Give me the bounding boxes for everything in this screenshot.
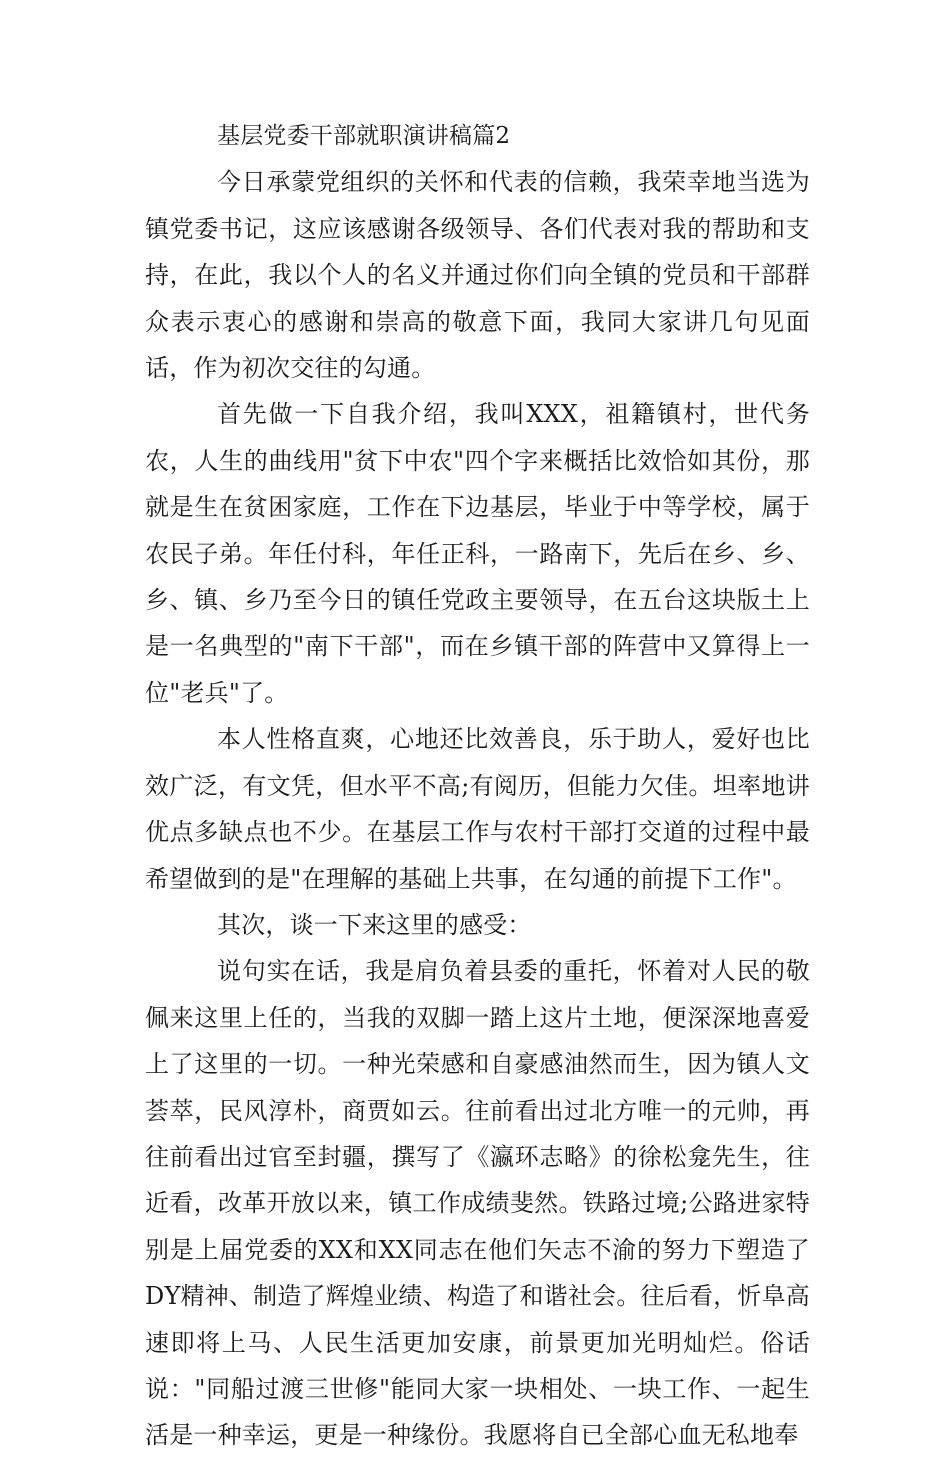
paragraph-personality: 本人性格直爽，心地还比效善良，乐于助人，爱好也比效广泛，有文凭，但水平不高;有阅历，但能力欠佳。坦率地讲优点多缺点也不少。在基层工作与农村干部打交道的过程中最希望做到的是"在理解的基础上共事，在勾通的前提下工作"。 [145,725,810,893]
paragraph-impressions: 说句实在话，我是肩负着县委的重托，怀着对人民的敬佩来这里上任的，当我的双脚一踏上这片土地，便深深地喜爱上了这里的一切。一种光荣感和自豪感油然而生，因为镇人文荟萃，民风淳朴，商贾如云。往前看出过北方唯一的元帅，再往前看出过官至封疆，撰写了《瀛环志略》的徐松龛先生，往近看，改革开放以来，镇工作成绩斐然。铁路过境;公路进家特别是上届党委的XX和XX同志在他们矢志不渝的努力下塑造了DY精神、制造了辉煌业绩、构造了和谐社会。往后看，忻阜高速即将上马、人民生活更加安康，前景更加光明灿烂。俗话说："同船过渡三世修"能同大家一块相处、一块工作、一起生活是一种幸运，更是一种缘份。我愿将自已全部心血无私地奉 [145,957,810,1450]
paragraph-self-thanks: 今日承蒙党组织的关怀和代表的信赖，我荣幸地当选为镇党委书记，这应该感谢各级领导、各们代表对我的帮助和支持，在此，我以个人的名义并通过你们向全镇的党员和干部群众表示衷心的感谢和崇高的敬意下面，我同大家讲几句见面话，作为初次交往的勾通。 [145,168,810,383]
document-body [145,113,810,1459]
paragraph-self-introduction: 首先做一下自我介绍，我叫XXX，祖籍镇村，世代务农，人生的曲线用"贫下中农"四个字来概括比效恰如其份，那就是生在贫困家庭，工作在下边基层，毕业于中等学校，属于农民子弟。年任付科，年任正科，一路南下，先后在乡、乡、乡、镇、乡乃至今日的镇任党政主要领导，在五台这块版土上是一名典型的"南下干部"，而在乡镇干部的阵营中又算得上一位"老兵"了。 [145,400,810,707]
document-title: 基层党委干部就职演讲稿篇2 [217,123,511,149]
paragraph-section-heading: 其次，谈一下来这里的感受： [217,910,532,939]
